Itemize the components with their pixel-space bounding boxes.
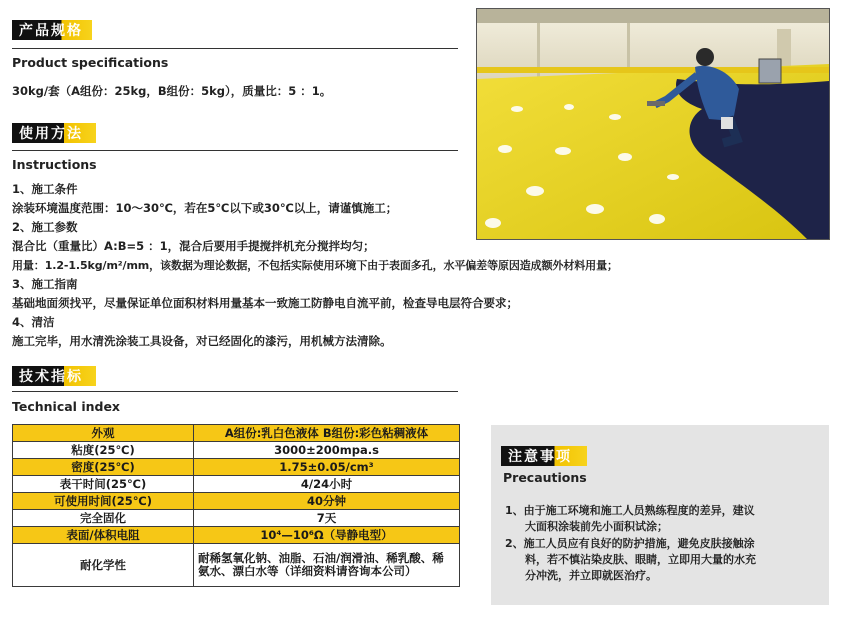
- table-row: [13, 510, 460, 527]
- table-row: [13, 459, 460, 476]
- precautions-subtitle: Precautions: [503, 470, 587, 485]
- table-row: [13, 493, 460, 510]
- table-row: [13, 442, 460, 459]
- tech-heading-tag: [12, 366, 96, 386]
- table-value: A组份:乳白色液体 B组份:彩色粘稠液体: [194, 425, 460, 442]
- tech-heading: 技术指标: [19, 369, 83, 385]
- spec-subtitle: Product specifications: [12, 55, 169, 70]
- tech-table: [12, 424, 460, 587]
- precaution-line: 2、施工人员应有良好的防护措施，避免皮肤接触涂: [505, 537, 755, 550]
- floor-painting-photo: [476, 8, 830, 240]
- table-key: 表面/体积电阻: [13, 527, 194, 544]
- table-value: 1.75±0.05/cm³: [194, 459, 460, 476]
- table-key: 可使用时间(25℃): [13, 493, 194, 510]
- usage-line: 2、施工参数: [12, 220, 78, 234]
- table-value: 耐稀氢氧化钠、油脂、石油/润滑油、稀乳酸、稀氨水、漂白水等（详细资料请咨询本公司）: [194, 544, 460, 587]
- usage-line: 基础地面须找平，尽量保证单位面积材料用量基本一致施工防静电自流平前，检查导电层符合要求；: [12, 296, 518, 310]
- table-row: [13, 527, 460, 544]
- precaution-line: 大面积涂装前先小面积试涂；: [525, 520, 668, 533]
- precautions-heading-tag: [501, 446, 587, 466]
- table-value: 7天: [194, 510, 460, 527]
- usage-heading: 使用方法: [19, 126, 83, 142]
- spec-heading-tag: [12, 20, 92, 40]
- table-key: 密度(25℃): [13, 459, 194, 476]
- table-row: [13, 476, 460, 493]
- table-value: 40分钟: [194, 493, 460, 510]
- spec-heading: 产品规格: [19, 23, 83, 39]
- table-value: 3000±200mpa.s: [194, 442, 460, 459]
- usage-line: 3、施工指南: [12, 277, 78, 291]
- usage-line: 4、清洁: [12, 315, 55, 329]
- tech-divider: [12, 391, 458, 392]
- precautions-heading: 注意事项: [508, 449, 572, 465]
- table-key: 耐化学性: [13, 544, 194, 587]
- precaution-line: 料，若不慎沾染皮肤、眼睛，立即用大量的水充: [525, 553, 756, 566]
- usage-line: 混合比（重量比）A:B=5 ：1，混合后要用手提搅拌机充分搅拌均匀；: [12, 239, 375, 253]
- usage-subtitle: Instructions: [12, 157, 97, 172]
- precautions-box: [491, 425, 829, 605]
- usage-line: 施工完毕，用水清洗涂装工具设备，对已经固化的漆污，用机械方法清除。: [12, 334, 392, 348]
- table-key: 完全固化: [13, 510, 194, 527]
- precaution-item-1: [505, 503, 755, 535]
- table-key: 表干时间(25℃): [13, 476, 194, 493]
- table-value: 4/24小时: [194, 476, 460, 493]
- usage-line: 用量：1.2-1.5kg/m²/mm，该数据为理论数据，不包括实际使用环境下由于表面多孔，水平偏差等原因造成额外材料用量；: [12, 259, 618, 272]
- table-row: [13, 425, 460, 442]
- table-key: 外观: [13, 425, 194, 442]
- usage-line: 1、施工条件: [12, 182, 78, 196]
- usage-heading-tag: [12, 123, 96, 143]
- spec-divider: [12, 48, 458, 49]
- usage-divider: [12, 150, 458, 151]
- precaution-line: 1、由于施工环境和施工人员熟练程度的差异，建议: [505, 504, 755, 517]
- spec-text: 30kg/套（A组份：25kg，B组份：5kg），质量比：5 ：1。: [12, 84, 332, 98]
- precaution-item-2: [505, 536, 756, 584]
- table-value: 10⁴—10⁶Ω（导静电型）: [194, 527, 460, 544]
- precaution-line: 分冲洗，并立即就医治疗。: [525, 569, 657, 582]
- table-key: 粘度(25℃): [13, 442, 194, 459]
- table-row: [13, 544, 460, 587]
- usage-line: 涂装环境温度范围：10～30℃，若在5℃以下或30℃以上，请谨慎施工；: [12, 201, 398, 215]
- tech-subtitle: Technical index: [12, 399, 120, 414]
